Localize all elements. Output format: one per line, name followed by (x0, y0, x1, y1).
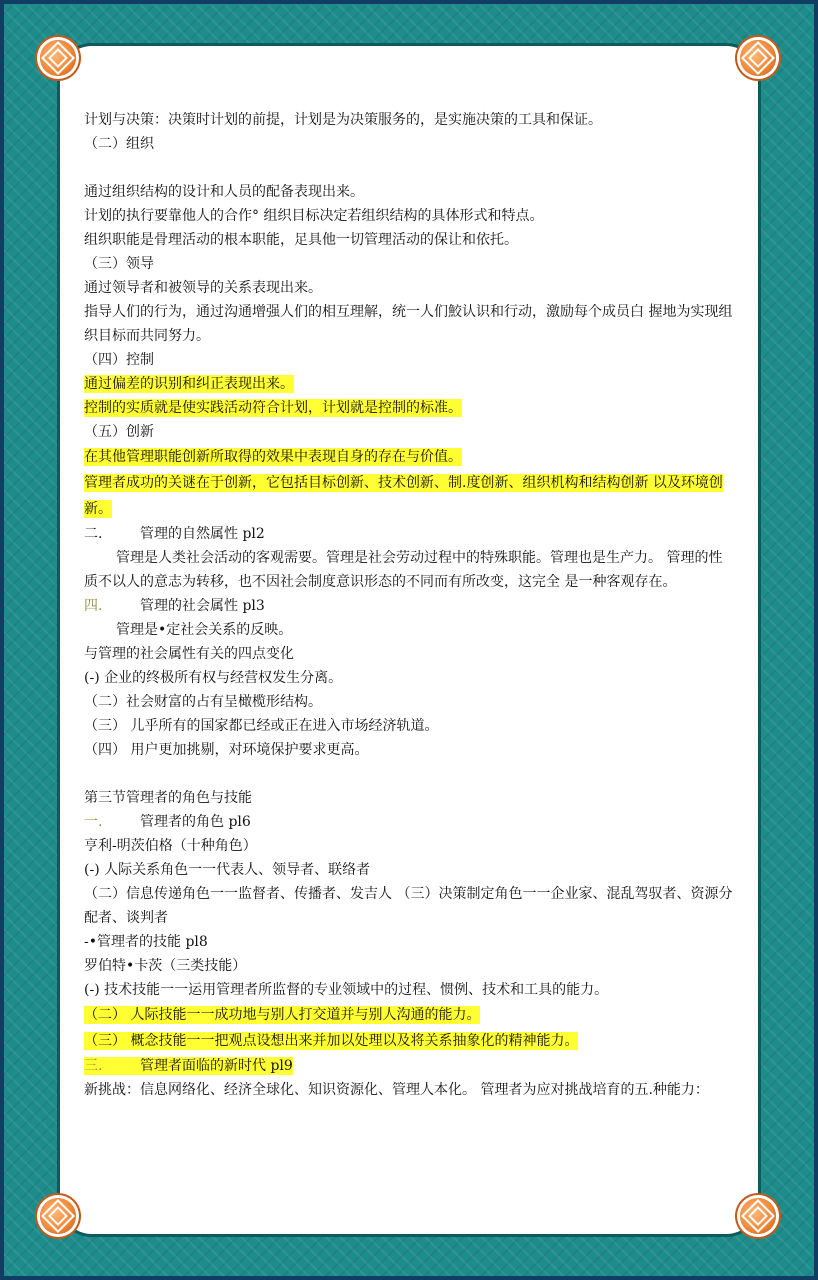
text-line: 与管理的社会属性有关的四点变化 (84, 646, 294, 662)
text-paragraph: 指导人们的行为，通过沟通增强人们的相互理解，统一人们鮫认识和行动，激励每个成员白 握地为实现组织目标而共同努力。 (84, 304, 733, 344)
section-heading: （三）领导 (84, 256, 154, 272)
text-paragraph: 新挑战：信息网络化、经济全球化、知识资源化、管理人本化。 管理者为应对挑战培育的五.种能力： (84, 1082, 709, 1098)
list-item: (-) 企业的终极所有权与经营权发生分离。 (84, 670, 343, 686)
subsection-heading: -•管理者的技能 pl8 (84, 934, 208, 950)
document-body (84, 108, 734, 1102)
text-paragraph: 管理是人类社会活动的客观需要。管理是社会劳动过程中的特殊职能。管理也是生产力。 管理的性质不以人的意志为转移，也不因社会制度意识形态的不同而有所改变，这完全 是一种客观存在。 (84, 550, 723, 590)
text-line: 亨利-明茨伯格（十种角色） (84, 838, 257, 854)
heading-number: 三. (84, 1058, 103, 1074)
list-item: （三） 儿乎所有的国家都已经或正在进入市场经济轨道。 (84, 718, 439, 734)
list-item: (-) 技术技能一一运用管理者所监督的专业领域中的过程、惯例、技术和工具的能力。 (84, 982, 609, 998)
chapter-heading: 第三节管理者的角色与技能 (84, 790, 252, 806)
list-item: （二）信息传递角色一一监督者、传播者、发吉人 （三）决策制定角色一一企业家、混乱驾驭者、资源分配者、谈判者 (84, 886, 733, 926)
text-line: 罗伯特•卡茨（三类技能） (84, 958, 247, 974)
list-item: （四） 用户更加挑剔，对环境保护要求更高。 (84, 742, 369, 758)
subsection-heading: 管理的社会属性 pl3 (140, 598, 265, 614)
spacer (84, 762, 734, 786)
heading-number: 四. (84, 598, 103, 614)
subsection-heading: 管理的自然属性 pl2 (140, 526, 265, 542)
highlighted-text: 通过偏差的识别和纠正表现出来。 (84, 376, 294, 392)
highlighted-text: （三） 概念技能一一把观点设想出来并加以处理以及将关系抽象化的精神能力。 (84, 1033, 579, 1049)
corner-medallion-icon (40, 40, 76, 76)
highlighted-text: 在其他管理职能创新所取得的效果中表现自身的存在与价值。 (84, 449, 462, 465)
text-line: 通过组织结构的设计和人员的配备表现出来。 (84, 184, 364, 200)
corner-medallion-icon (40, 1198, 76, 1234)
text-line: 计划的执行要靠他人的合作° 组织目标决定若组织结构的具体形式和特点。 (84, 208, 544, 224)
heading-number: 一. (84, 814, 103, 830)
section-heading: （四）控制 (84, 352, 154, 368)
highlighted-text: 管理者成功的关谜在于创新，它包括目标创新、技术创新、制.度创新、组织机构和结构创新 以及环境创新。 (84, 475, 723, 517)
subsection-heading: 管理者面临的新时代 pl9 (140, 1058, 293, 1074)
text-line: 计划与决策：决策时计划的前提，计划是为决策服务的，是实施决策的工具和保证。 (84, 112, 602, 128)
corner-medallion-icon (740, 1198, 776, 1234)
corner-medallion-icon (740, 40, 776, 76)
text-line: 通过领导者和被领导的关系表现出来。 (84, 280, 322, 296)
subsection-heading: 管理者的角色 pl6 (140, 814, 251, 830)
text-line: 管理是•定社会关系的反映。 (116, 622, 293, 638)
section-heading: （二）组织 (84, 136, 154, 152)
list-item: (-) 人际关系角色一一代表人、领导者、联络者 (84, 862, 371, 878)
text-line: 组织职能是骨理活动的根本职能，足具他一切管理活动的保让和依托。 (84, 232, 518, 248)
spacer (84, 156, 734, 180)
section-heading: （五）创新 (84, 424, 154, 440)
list-item: （二）社会财富的占有呈橄榄形结构。 (84, 694, 322, 710)
heading-number: 二. (84, 526, 103, 542)
highlighted-text: 控制的实质就是使实践活动符合计划，计划就是控制的标准。 (84, 400, 462, 416)
highlighted-text: （二） 人际技能一一成功地与别人打交道并与别人沟通的能力。 (84, 1007, 481, 1023)
